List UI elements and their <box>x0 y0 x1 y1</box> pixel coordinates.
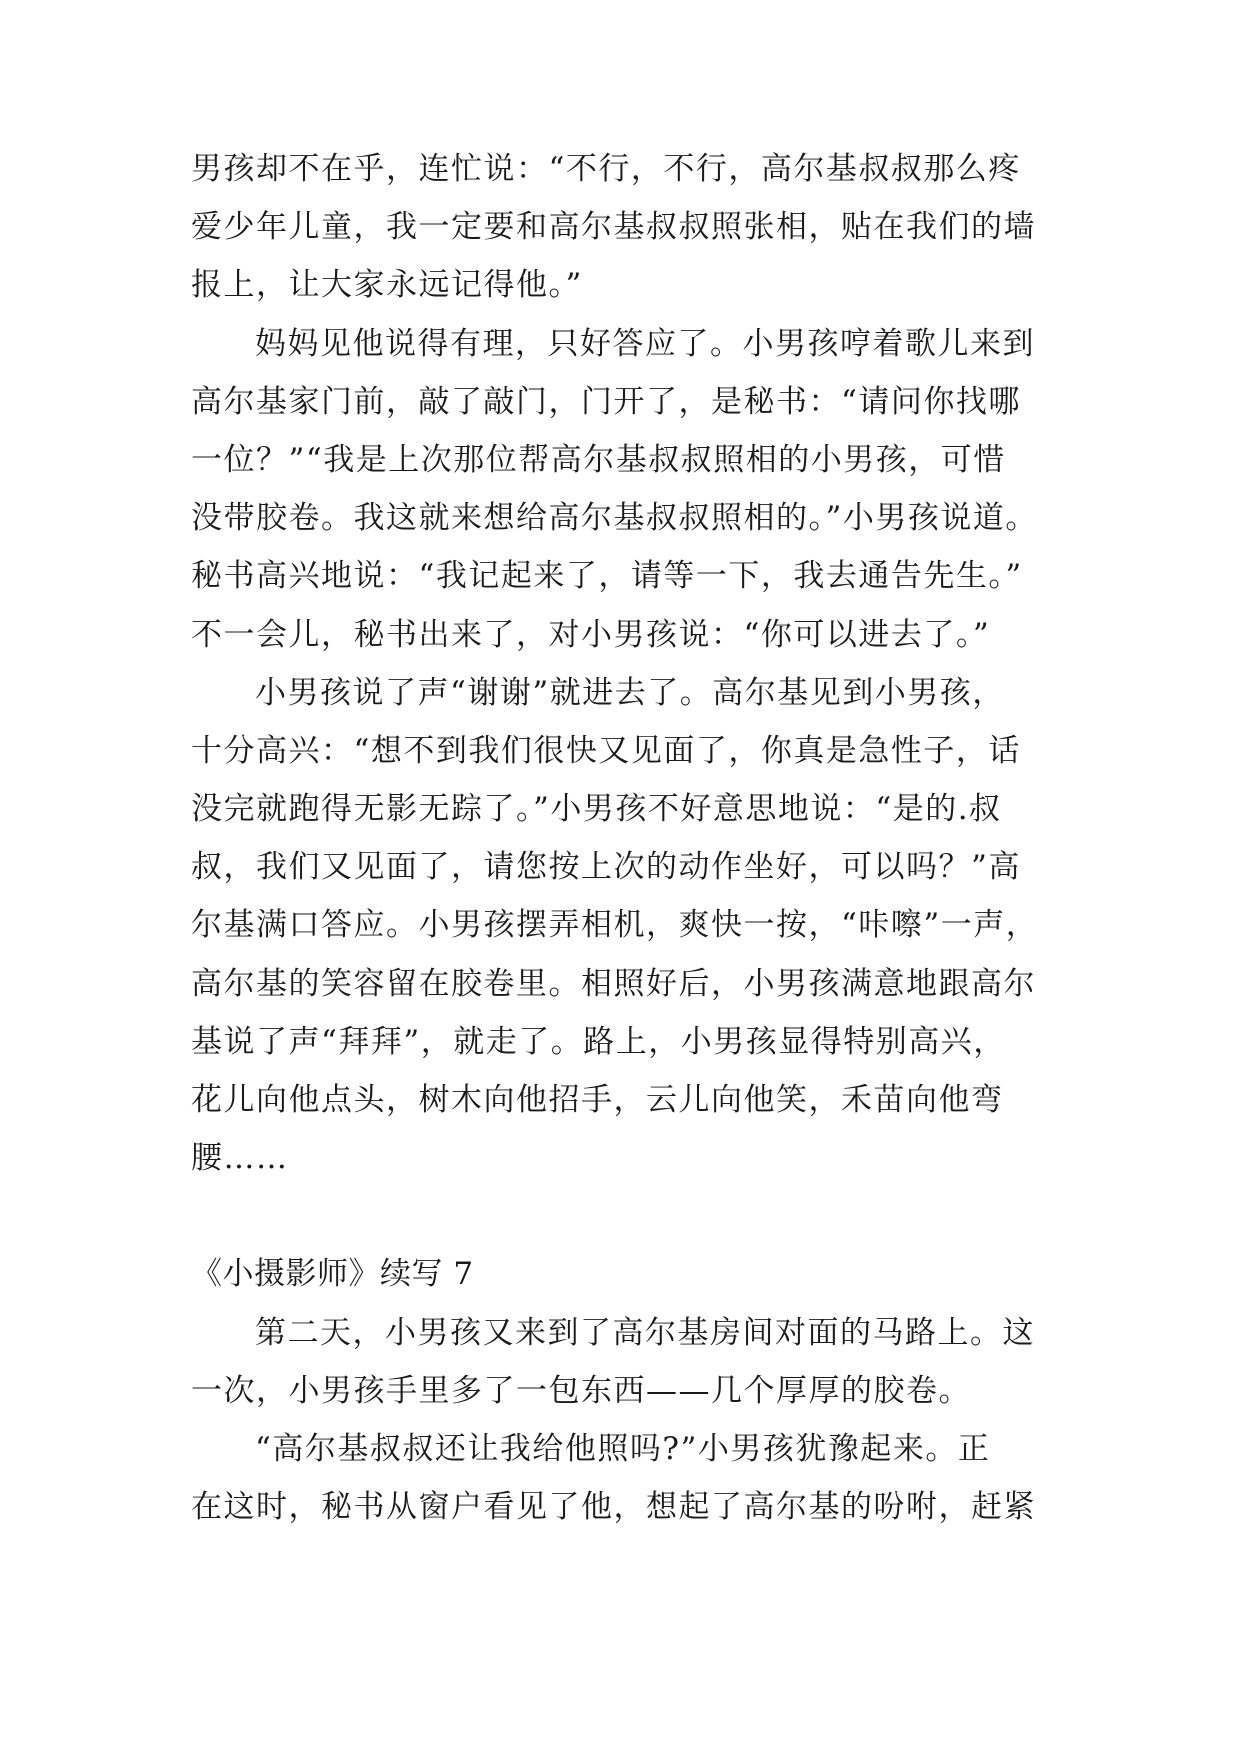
paragraph <box>191 664 1071 1188</box>
text-line: 叔，我们又见面了，请您按上次的动作坐好，可以吗？”高 <box>191 849 1021 886</box>
text-line: 小男孩说了声“谢谢”就进去了。高尔基见到小男孩， <box>255 674 1005 711</box>
text-line: 十分高兴：“想不到我们很快又见面了，你真是急性子，话 <box>191 732 1021 769</box>
document-page <box>191 140 1071 1536</box>
text-line: “高尔基叔叔还让我给他照吗?”小男孩犹豫起来。正 <box>255 1430 991 1467</box>
text-line: 一次，小男孩手里多了一包东西——几个厚厚的胶卷。 <box>191 1372 971 1409</box>
paragraph <box>191 1420 1071 1536</box>
text-line: 腰…… <box>191 1140 289 1177</box>
text-line: 报上，让大家永远记得他。” <box>191 267 583 304</box>
text-line: 尔基满口答应。小男孩摆弄相机，爽快一按，“咔嚓”一声， <box>191 907 1039 944</box>
text-line: 秘书高兴地说：“我记起来了，请等一下，我去通告先生。” <box>191 558 1023 595</box>
section-gap <box>191 1187 1071 1245</box>
text-line: 在这时，秘书从窗户看见了他，想起了高尔基的吩咐，赶紧 <box>191 1489 1036 1526</box>
paragraph <box>191 1304 1071 1420</box>
text-line: 没完就跑得无影无踪了。”小男孩不好意思地说：“是的.叔 <box>191 791 1002 828</box>
text-line: 男孩却不在乎，连忙说：“不行，不行，高尔基叔叔那么疼 <box>191 151 1021 187</box>
text-line: 爱少年儿童，我一定要和高尔基叔叔照张相，贴在我们的墙 <box>191 209 1036 246</box>
text-line: 妈妈见他说得有理，只好答应了。小男孩哼着歌儿来到 <box>255 325 1035 362</box>
text-line: 高尔基的笑容留在胶卷里。相照好后，小男孩满意地跟高尔 <box>191 965 1036 1002</box>
paragraph <box>191 315 1071 664</box>
text-line: 花儿向他点头，树木向他招手，云儿向他笑，禾苗向他弯 <box>191 1082 1004 1118</box>
text-line: 第二天，小男孩又来到了高尔基房间对面的马路上。这 <box>255 1314 1035 1351</box>
section-heading: 《小摄影师》续写 7 <box>191 1256 474 1293</box>
text-line: 高尔基家门前，敲了敲门，门开了，是秘书：“请问你找哪 <box>191 383 1021 420</box>
text-line: 不一会儿，秘书出来了，对小男孩说：“你可以进去了。” <box>191 616 991 653</box>
text-line: 没带胶卷。我这就来想给高尔基叔叔照相的。”小男孩说道。 <box>191 500 1038 537</box>
text-line: 一位？”“我是上次那位帮高尔基叔叔照相的小男孩，可惜 <box>191 441 1006 478</box>
text-line: 基说了声“拜拜”，就走了。路上，小男孩显得特别高兴， <box>191 1023 1006 1060</box>
paragraph <box>191 140 1071 315</box>
